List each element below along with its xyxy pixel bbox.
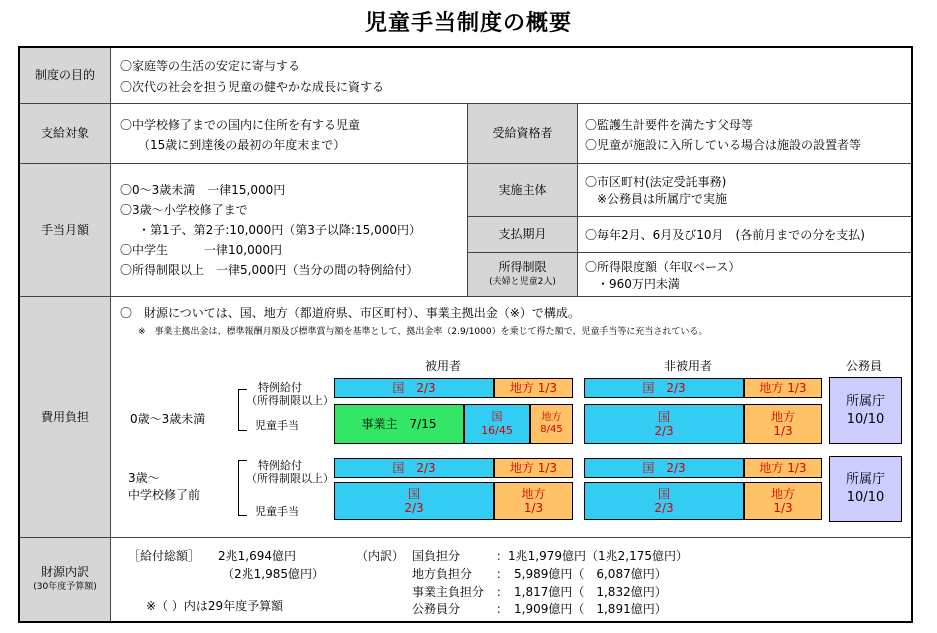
amount-label: 手当月額 — [20, 164, 110, 296]
amount-line: 〇所得制限以上 一律5,000円（当分の間の特例給付） — [120, 263, 419, 277]
target-line: 〇中学校修了までの国内に住所を有する児童 — [120, 118, 361, 132]
chiho-share-bar: 地方 1/3 — [744, 482, 822, 520]
child-allowance-label: 児童手当 — [255, 505, 299, 518]
kuni-share-bar: 国 2/3 — [334, 458, 494, 478]
kuni-share-bar: 国 2/3 — [334, 378, 494, 398]
finance-row-value: ： 1,817億円（ 1,832億円） — [496, 585, 667, 599]
chiho-share-bar: 地方 1/3 — [744, 458, 822, 478]
kuni-share-bar: 国 2/3 — [584, 482, 744, 520]
payment-line: 〇毎年2月、6月及び10月 (各前月までの分を支払) — [585, 228, 865, 242]
header-nonemployee: 非被用者 — [664, 359, 713, 373]
finance-row-name: 事業主負担分 — [412, 585, 485, 599]
special-benefit-sublabel: （所得制限以上） — [246, 472, 334, 485]
row-divider — [20, 296, 911, 297]
finance-breakdown-label: （内訳） — [356, 549, 405, 563]
agency-share-bar: 所属庁 10/10 — [829, 456, 902, 522]
purpose-line: 〇次代の社会を担う児童の健やかな成長に資する — [120, 80, 385, 94]
header-public: 公務員 — [846, 359, 883, 373]
header-employee: 被用者 — [425, 359, 462, 373]
implementer-label: 実施主体 — [468, 164, 577, 216]
finance-row-name: 地方負担分 — [412, 567, 473, 581]
column-divider — [577, 104, 578, 296]
cost-note: 〇 財源については、国、地方（都道府県、市区町村）、事業主拠出金（※）で構成。 — [120, 306, 580, 320]
amount-line: 〇3歳～小学校修了まで — [120, 203, 248, 217]
row-divider — [20, 163, 911, 164]
finance-footnote: ※（ ）内は29年度予算額 — [146, 599, 284, 613]
chiho-share-bar: 地方 1/3 — [744, 378, 822, 398]
age-group-0-3: 0歳～3歳未満 — [130, 412, 206, 426]
kuni-share-bar: 国 2/3 — [334, 482, 494, 520]
age-group-3-15: 3歳～ — [128, 471, 160, 485]
amount-line: ・第1子、第2子:10,000円（第3子以降:15,000円） — [138, 223, 421, 237]
finance-row-value: ：1兆1,979億円（1兆2,175億円） — [496, 549, 688, 563]
kuni-share-bar: 国 2/3 — [584, 404, 744, 444]
eligible-line: 〇児童が施設に入所している場合は施設の設置者等 — [585, 138, 862, 152]
agency-share-bar: 所属庁 10/10 — [829, 377, 902, 444]
finance-row-value: ： 1,909億円（ 1,891億円） — [496, 602, 667, 616]
income-limit-line: 〇所得限度額（年収ベース） — [585, 260, 741, 274]
column-divider — [110, 48, 111, 621]
finance-row-value: ： 5,989億円（ 6,087億円） — [496, 567, 667, 581]
income-limit-line: ・960万円未満 — [597, 277, 680, 291]
chiho-share-bar: 地方 1/3 — [744, 404, 822, 444]
implementer-line: ※公務員は所属庁で実施 — [597, 192, 728, 206]
eligible-label: 受給資格者 — [468, 104, 577, 163]
cost-footnote: ※ 事業主拠出金は、標準報酬月額及び標準賞与額を基準として、拠出金率（2.9/1000）を乗じて得た額で、児童手当等に充当されている。 — [138, 327, 708, 337]
chiho-share-bar: 地方 1/3 — [494, 378, 573, 398]
cost-label: 費用負担 — [20, 297, 110, 537]
special-benefit-label: 特例給付 — [258, 459, 302, 472]
employer-share-bar: 事業主 7/15 — [334, 404, 464, 444]
chiho-share-bar: 地方 1/3 — [494, 458, 573, 478]
special-benefit-label: 特例給付 — [258, 381, 302, 394]
age-group-3-15: 中学校修了前 — [128, 488, 201, 502]
eligible-line: 〇監護生計要件を満たす父母等 — [585, 118, 754, 132]
target-line: （15歳に到達後の最初の年度末まで） — [138, 138, 346, 152]
chiho-share-bar: 地方 1/3 — [494, 482, 573, 520]
child-allowance-label: 児童手当 — [255, 419, 299, 432]
finance-row-name: 公務員分 — [412, 602, 461, 616]
chiho-share-bar: 地方 8/45 — [530, 404, 573, 444]
finance-total-prev: （2兆1,985億円） — [222, 567, 324, 581]
kuni-share-bar: 国 2/3 — [584, 458, 744, 478]
implementer-line: 〇市区町村(法定受託事務) — [585, 175, 727, 189]
finance-row-name: 国負担分 — [412, 549, 461, 563]
finance-total: ［給付総額］ 2兆1,694億円 — [128, 549, 296, 563]
income-limit-label: 所得制限 (夫婦と児童2人) — [468, 253, 577, 296]
purpose-line: 〇家庭等の生活の安定に寄与する — [120, 59, 301, 73]
purpose-label: 制度の目的 — [20, 48, 110, 103]
brace — [238, 460, 247, 516]
page-title: 児童手当制度の概要 — [364, 11, 572, 36]
kuni-share-bar: 国 16/45 — [464, 404, 530, 444]
amount-line: 〇0～3歳未満 一律15,000円 — [120, 183, 286, 197]
target-label: 支給対象 — [20, 104, 110, 163]
finance-label: 財源内訳 (30年度予算額) — [20, 538, 110, 621]
row-divider — [20, 103, 911, 104]
row-divider — [20, 537, 911, 538]
payment-label: 支払期月 — [468, 217, 577, 252]
special-benefit-sublabel: （所得制限以上） — [246, 394, 334, 407]
kuni-share-bar: 国 2/3 — [584, 378, 744, 398]
amount-line: 〇中学生 一律10,000円 — [120, 243, 282, 257]
